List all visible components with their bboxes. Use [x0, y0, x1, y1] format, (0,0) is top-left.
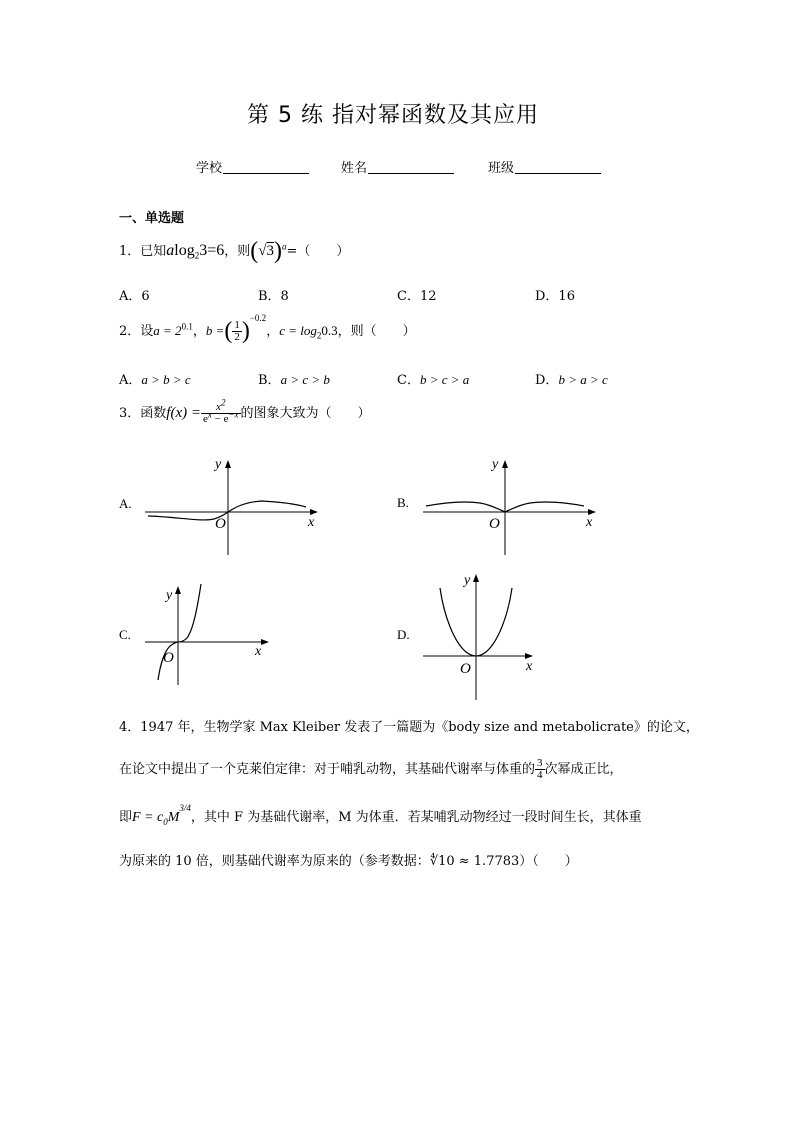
q2-b-pre: ，	[192, 324, 206, 339]
q4-fraction: $\frac{3}{4}$	[537, 757, 543, 781]
q1-a: a	[166, 242, 175, 259]
q2-suffix: ，则（ ）	[337, 324, 416, 339]
q1-option-a[interactable]: A．6	[119, 289, 150, 304]
q4-formula: $F = c_0M^{3/4}$	[132, 803, 191, 827]
graph-a-label[interactable]: A.	[119, 496, 132, 511]
section-heading: 一、单选题	[119, 211, 185, 226]
q2-b-var: b =	[205, 323, 225, 338]
graph-c-label[interactable]: C.	[119, 627, 131, 642]
page-title: 第 5 练 指对幂函数及其应用	[247, 103, 539, 128]
q1-option-b[interactable]: B．8	[258, 289, 289, 304]
graph-c-x-label: x	[255, 644, 262, 659]
question-1: 1．已知alog$_2$3=6，则$(√3)^a=$（ ）	[119, 238, 350, 264]
q1-sqrt: √3	[258, 243, 275, 259]
q1-option-d[interactable]: D．16	[535, 289, 575, 304]
question-2: 2．设$a = 2^{0.1}$，b =( $\frac{1}{2}$ )$^{-0.2}$，$c = \log_20.3$，则（ ）	[119, 313, 416, 344]
q2-a-expr: a = 2	[153, 323, 182, 338]
q3-suffix: 的图象大致为（ ）	[240, 406, 371, 421]
graph-d[interactable]	[418, 566, 548, 702]
question-4-line-3: 即$F = c_0M^{3/4}$，其中 F 为基础代谢率，M 为体重．若某哺乳动物经过一段时间生长，其体重	[119, 803, 642, 827]
q1-log: log	[174, 242, 195, 259]
q2-option-b[interactable]: B．a > c > b	[258, 372, 330, 388]
q2-c-pre: ，	[266, 324, 280, 339]
q2-b-fraction: $\frac{1}{2}$	[234, 319, 240, 343]
q2-c-base: 2	[316, 330, 322, 341]
q1-option-c[interactable]: C．12	[397, 289, 437, 304]
class-field[interactable]	[488, 157, 601, 176]
name-blank[interactable]	[368, 159, 454, 174]
class-blank[interactable]	[515, 159, 601, 174]
graph-a[interactable]	[140, 450, 330, 560]
graph-d-origin: O	[460, 661, 471, 677]
name-label: 姓名	[341, 161, 368, 176]
graph-a-x-label: x	[308, 515, 315, 530]
q2-option-a[interactable]: A．a > b > c	[119, 372, 191, 388]
q1-arg: 3=6	[199, 242, 225, 259]
q1-mid: ，则	[224, 244, 251, 259]
graph-c-y-label: y	[166, 588, 173, 603]
q2-option-c[interactable]: C．b > c > a	[397, 372, 470, 388]
graph-b-origin: O	[489, 516, 500, 532]
graph-b-y-label: y	[492, 457, 499, 472]
q3-prefix: 3．函数	[119, 406, 167, 421]
question-3	[119, 397, 371, 425]
q2-c-expr: c = log	[279, 323, 317, 338]
q2-prefix: 2．设	[119, 324, 154, 339]
q1-exp: a	[282, 241, 287, 252]
graph-a-y-label: y	[215, 457, 222, 472]
name-field[interactable]	[341, 157, 454, 176]
q2-b-exp: −0.2	[249, 313, 267, 323]
graph-b-label[interactable]: B.	[397, 495, 409, 510]
q3-fx: f(x) =	[166, 405, 201, 421]
question-4-line-1: 4．1947 年，生物学家 Max Kleiber 发表了一篇题为《body size and metabolicrate》的论文，	[119, 720, 699, 735]
graph-d-label[interactable]: D.	[397, 627, 410, 642]
graph-c[interactable]	[140, 578, 280, 690]
question-4-line-2: 在论文中提出了一个克莱伯定律：对于哺乳动物，其基础代谢率与体重的 $\frac{3}{4}$ 次幂成正比，	[119, 757, 623, 781]
school-label: 学校	[196, 161, 223, 176]
q1-suffix: =（ ）	[286, 244, 350, 259]
graph-a-origin: O	[215, 516, 226, 532]
class-label: 班级	[488, 161, 515, 176]
q2-c-arg: 0.3	[321, 323, 338, 338]
q2-option-d[interactable]: D．b > a > c	[535, 372, 608, 388]
school-field[interactable]	[196, 157, 309, 176]
school-blank[interactable]	[223, 159, 309, 174]
graph-d-x-label: x	[526, 659, 533, 674]
graph-b[interactable]	[418, 450, 608, 560]
q1-log-base: 2	[194, 250, 200, 261]
q1-prefix: 1．已知	[119, 244, 167, 259]
q3-fraction: $\frac{x^2}{e^x - e^{-x}}$	[202, 397, 239, 425]
question-4-line-4: 为原来的 10 倍，则基础代谢率为原来的（参考数据：∜10 ≈ 1.7783）（ ）	[119, 854, 578, 869]
graph-d-y-label: y	[464, 573, 471, 588]
graph-b-x-label: x	[586, 515, 593, 530]
q2-a-exp: 0.1	[181, 321, 193, 332]
graph-c-origin: O	[163, 650, 174, 666]
